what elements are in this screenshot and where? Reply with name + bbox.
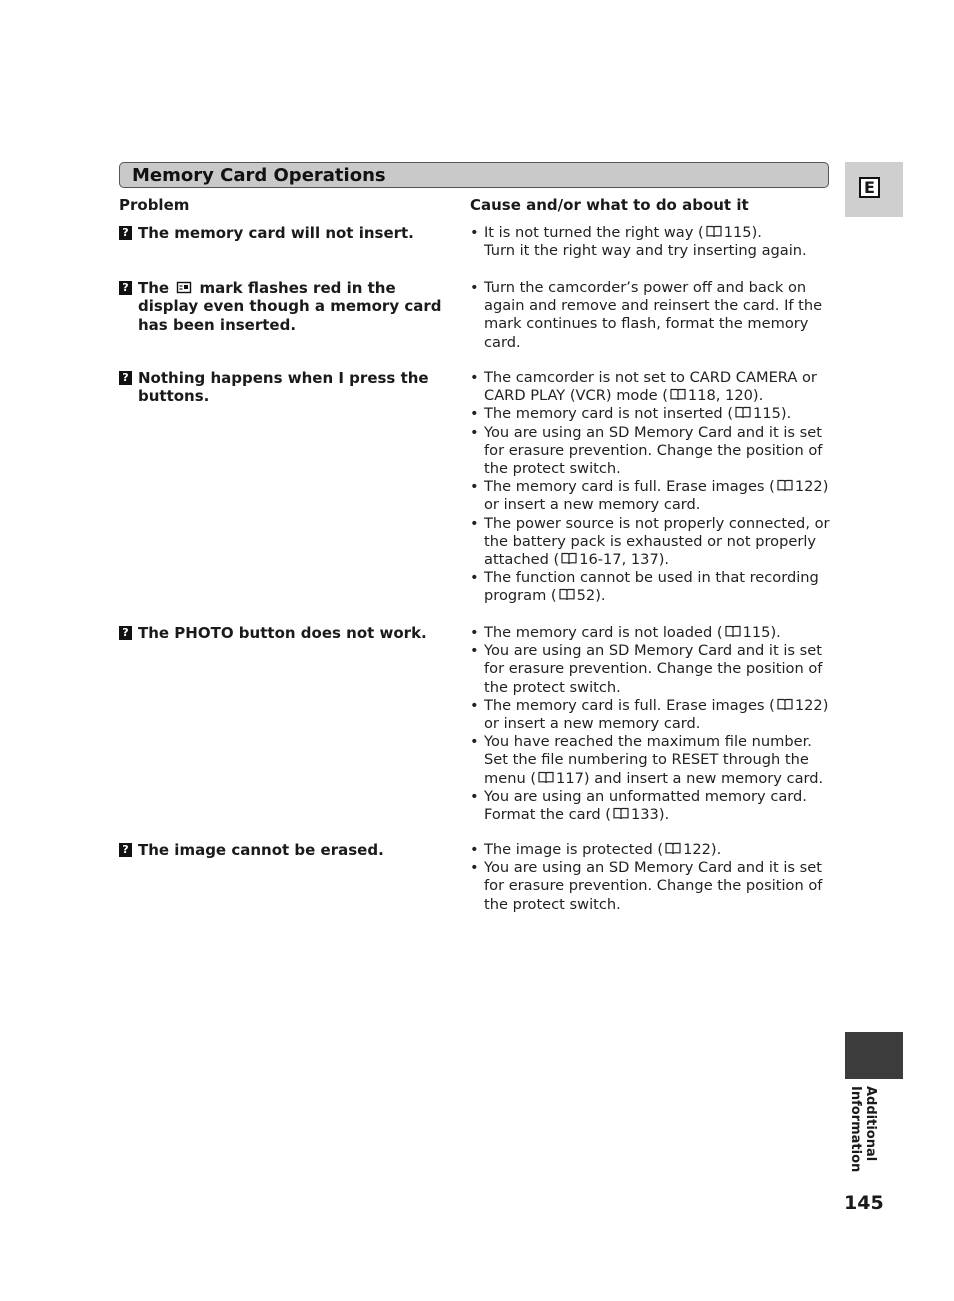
problem-text bbox=[119, 624, 444, 642]
cause-list bbox=[470, 841, 832, 914]
problem-item bbox=[119, 369, 444, 406]
book-reference-icon bbox=[561, 552, 577, 565]
text-segment: 115). bbox=[723, 224, 762, 241]
cause-item bbox=[470, 405, 832, 423]
book-reference-icon bbox=[706, 225, 722, 238]
text-segment: 115). bbox=[742, 624, 781, 641]
text-segment: 16-17, 137). bbox=[579, 551, 670, 569]
book-reference-icon bbox=[735, 406, 751, 419]
text-segment: It is not turned the right way ( bbox=[484, 224, 704, 241]
problem-text bbox=[119, 279, 444, 334]
cause-item bbox=[470, 788, 832, 824]
cause-item bbox=[470, 279, 832, 352]
problem-column-heading: Problem bbox=[119, 196, 190, 214]
book-reference-icon bbox=[665, 842, 681, 855]
problem-item bbox=[119, 279, 444, 334]
question-mark-icon: ? bbox=[119, 371, 132, 385]
book-reference-icon bbox=[777, 479, 793, 492]
cause-item bbox=[470, 224, 832, 260]
text-segment: The power source is not properly connected, or the battery pack is exhausted or not properly attached ( bbox=[484, 514, 830, 569]
cause-list bbox=[470, 224, 832, 260]
problem-text bbox=[119, 369, 444, 406]
cause-item bbox=[470, 697, 832, 733]
problem-text bbox=[119, 224, 444, 242]
text-segment: Turn it the right way and try inserting again. bbox=[484, 242, 807, 260]
chapter-tab bbox=[845, 1032, 903, 1079]
text-segment: The memory card will not insert. bbox=[138, 224, 414, 242]
memory-card-icon bbox=[176, 280, 192, 293]
text-segment: 122) or insert a new memory card. bbox=[484, 696, 829, 733]
text-segment: You have reached the maximum file number. Set the file numbering to RESET through the menu ( bbox=[484, 733, 812, 787]
cause-list bbox=[470, 624, 832, 824]
cause-item bbox=[470, 733, 832, 788]
book-reference-icon bbox=[725, 625, 741, 638]
text-segment: You are using an unformatted memory card. Format the card ( bbox=[484, 787, 807, 824]
problem-item bbox=[119, 224, 444, 242]
text-segment: 117) and insert a new memory card. bbox=[556, 769, 824, 787]
question-mark-icon: ? bbox=[119, 281, 132, 295]
book-reference-icon bbox=[777, 698, 793, 711]
problem-item bbox=[119, 841, 444, 859]
text-segment: You are using an SD Memory Card and it is set for erasure prevention. Change the position of the protect switch. bbox=[484, 859, 823, 913]
book-reference-icon bbox=[613, 807, 629, 820]
cause-item bbox=[470, 624, 832, 642]
cause-list bbox=[470, 369, 832, 606]
cause-item bbox=[470, 642, 832, 697]
text-segment: 133). bbox=[630, 806, 670, 824]
page-number: 145 bbox=[844, 1192, 884, 1214]
language-tab bbox=[845, 162, 903, 217]
text-segment: The memory card is full. Erase images ( bbox=[484, 696, 775, 714]
question-mark-icon: ? bbox=[119, 626, 132, 640]
text-segment: The memory card is full. Erase images ( bbox=[484, 478, 775, 496]
text-segment: You are using an SD Memory Card and it is set for erasure prevention. Change the position of the protect switch. bbox=[484, 642, 823, 696]
text-segment: 122). bbox=[683, 841, 722, 858]
language-label: E bbox=[859, 177, 880, 198]
text-segment: The camcorder is not set to CARD CAMERA or CARD PLAY (VCR) mode ( bbox=[484, 369, 817, 405]
cause-item bbox=[470, 478, 832, 514]
question-mark-icon: ? bbox=[119, 226, 132, 240]
text-segment: 118, 120). bbox=[687, 387, 764, 405]
text-segment: The function cannot be used in that recording program ( bbox=[484, 569, 819, 605]
book-reference-icon bbox=[559, 588, 575, 601]
text-segment: 52). bbox=[576, 587, 606, 605]
cause-item bbox=[470, 859, 832, 914]
text-segment: The PHOTO button does not work. bbox=[138, 624, 427, 642]
text-segment: Nothing happens when I press the buttons. bbox=[138, 369, 429, 406]
text-segment: The bbox=[138, 279, 175, 297]
section-title: Memory Card Operations bbox=[132, 165, 386, 186]
cause-column-heading: Cause and/or what to do about it bbox=[470, 196, 749, 214]
cause-item bbox=[470, 841, 832, 859]
book-reference-icon bbox=[670, 388, 686, 401]
cause-item bbox=[470, 369, 832, 405]
cause-item bbox=[470, 515, 832, 570]
text-segment: The image is protected ( bbox=[484, 841, 664, 858]
text-segment: The memory card is not loaded ( bbox=[484, 624, 723, 641]
problem-text bbox=[119, 841, 444, 859]
text-segment: mark flashes red in the display even though a memory card has been inserted. bbox=[138, 279, 442, 334]
text-segment: Turn the camcorder’s power off and back on again and remove and reinsert the card. If the mark continues to flash, format the memory card. bbox=[484, 279, 823, 351]
book-reference-icon bbox=[538, 771, 554, 784]
text-segment: The memory card is not inserted ( bbox=[484, 405, 734, 423]
text-segment: You are using an SD Memory Card and it is set for erasure prevention. Change the position of the protect switch. bbox=[484, 423, 823, 478]
question-mark-icon: ? bbox=[119, 843, 132, 857]
text-segment: 115). bbox=[753, 405, 792, 423]
cause-list bbox=[470, 279, 832, 352]
cause-item bbox=[470, 569, 832, 605]
problem-item bbox=[119, 624, 444, 642]
text-segment: The image cannot be erased. bbox=[138, 841, 384, 859]
chapter-label: Additional Information bbox=[848, 1086, 878, 1173]
text-segment: 122) or insert a new memory card. bbox=[484, 478, 829, 514]
cause-item bbox=[470, 424, 832, 479]
section-header bbox=[119, 162, 829, 188]
